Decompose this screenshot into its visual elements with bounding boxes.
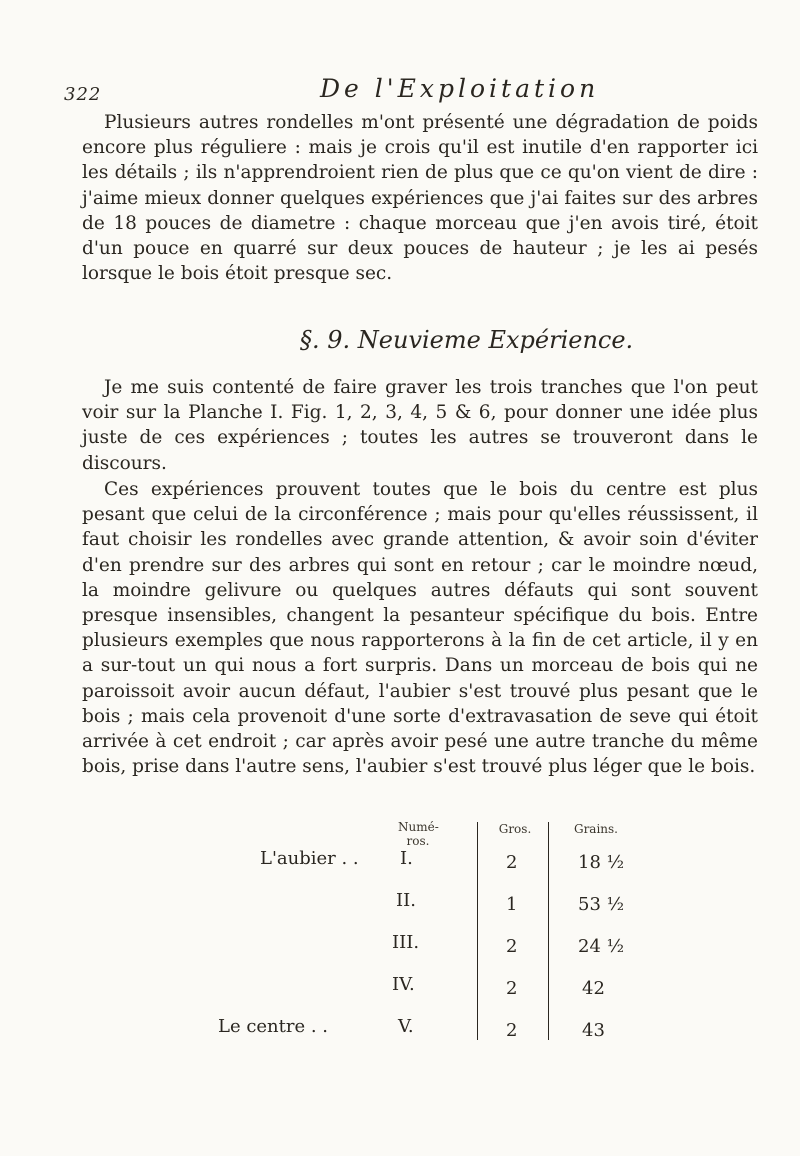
- table-cell-grains: 24 ½: [578, 936, 625, 957]
- table-cell-gros: 2: [506, 852, 518, 873]
- table-cell-numero: V.: [398, 1016, 414, 1037]
- paragraph-1: Plusieurs autres rondelles m'ont présenté une dégradation de poids encore plus réguliere : mais je crois qu'il est inutile d'en rapporter ici les détails ; ils n'apprendroient rien de plus que ce qu'on vient de dire : j'aime mieux donner quelques expériences que j'ai faites sur des arbres de 18 pouces de diametre : chaque morceau que j'en avois tiré, étoit d'un pouce en quarré sur deux pouces de hauteur ; je les ai pesés lorsque le bois étoit presque sec.: [82, 112, 758, 285]
- table-cell-grains: 53 ½: [578, 894, 625, 915]
- paragraph-2: Je me suis contenté de faire graver les trois tranches que l'on peut voir sur la Planche I. Fig. 1, 2, 3, 4, 5 & 6, pour donner une idée plus juste de ces expériences ; toutes les autres se trouveront dans le discours.: [82, 377, 758, 474]
- column-rule: [477, 822, 478, 1040]
- table-cell-numero: I.: [400, 848, 413, 869]
- row-label-centre: Le centre . .: [218, 1016, 329, 1037]
- table-cell-gros: 2: [506, 1020, 518, 1041]
- paragraph-3: Ces expériences prouvent toutes que le bois du centre est plus pesant que celui de la circonférence ; mais pour qu'elles réussissent, il faut choisir les rondelles avec grande attention, & avoir soin d'éviter d'en prendre sur des arbres qui sont en retour ; car le moindre nœud, la moindre gelivure ou quelques autres défauts qui sont souvent presque insensibles, changent la pesanteur spécifique du bois. Entre plusieurs exemples que nous rapporterons à la fin de cet article, il y en a sur-tout un qui nous a fort surpris. Dans un morceau de bois qui ne paroissoit avoir aucun défaut, l'aubier s'est trouvé plus pesant que le bois ; mais cela provenoit d'une sorte d'extravasation de seve qui étoit arrivée à cet endroit ; car après avoir pesé une autre tranche du même bois, prise dans l'autre sens, l'aubier s'est trouvé plus léger que le bois.: [82, 479, 758, 778]
- table-cell-numero: IV.: [392, 974, 415, 995]
- header-grains: Grains.: [573, 822, 618, 836]
- header-gros: Gros.: [498, 822, 532, 836]
- table-cell-numero: II.: [396, 890, 416, 911]
- table-cell-grains: 18 ½: [578, 852, 625, 873]
- table-cell-gros: 1: [506, 894, 518, 915]
- table-cell-gros: 2: [506, 936, 518, 957]
- section-heading: §. 9. Neuvieme Expérience.: [300, 326, 634, 354]
- header-numeros: Numé-ros.: [398, 820, 439, 848]
- row-label-aubier: L'aubier . .: [260, 848, 359, 869]
- table-cell-gros: 2: [506, 978, 518, 999]
- running-title: De l'Exploitation: [320, 74, 600, 103]
- table-cell-grains: 42: [582, 978, 605, 999]
- column-rule: [548, 822, 549, 1040]
- page-number: 322: [64, 84, 102, 105]
- table-cell-numero: III.: [392, 932, 420, 953]
- table-cell-grains: 43: [582, 1020, 605, 1041]
- page-header: [64, 74, 744, 110]
- weights-table: [82, 820, 758, 1055]
